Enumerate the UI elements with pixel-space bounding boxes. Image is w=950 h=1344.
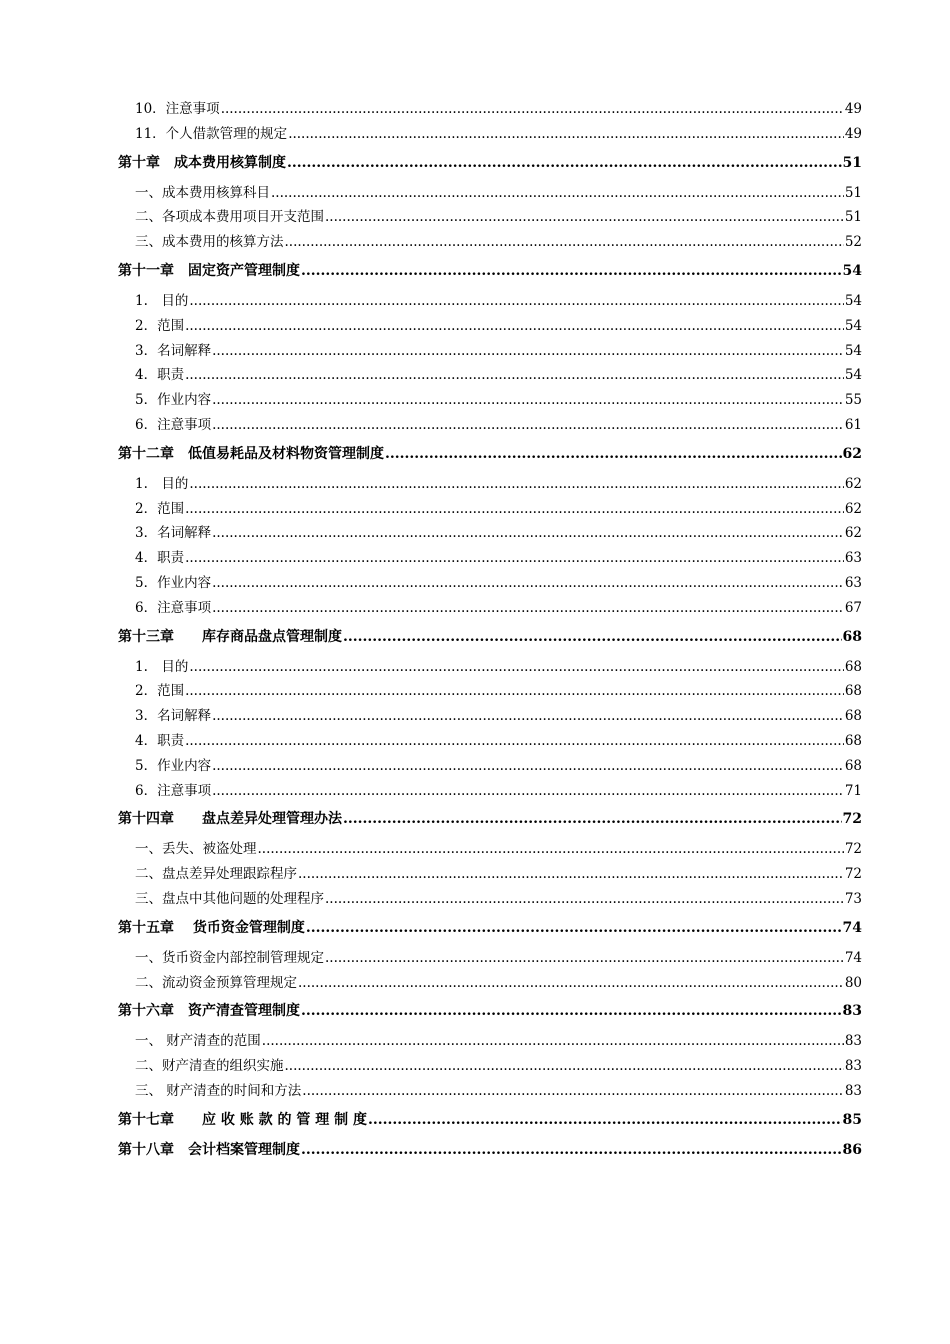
toc-section-entry[interactable] xyxy=(118,546,862,571)
toc-entry-page-number: 68 xyxy=(844,708,862,725)
toc-entry-title: 一、丢失、被盗处理 xyxy=(135,841,257,858)
toc-entry-title: 一、货币资金内部控制管理规定 xyxy=(135,949,324,966)
toc-dot-leader xyxy=(189,655,843,680)
toc-dot-leader xyxy=(185,546,844,571)
toc-entry-title: 三、盘点中其他问题的处理程序 xyxy=(135,890,324,907)
toc-entry-title: 4．职责 xyxy=(135,367,185,384)
toc-section-entry[interactable] xyxy=(118,729,862,754)
toc-entry-title: 11．个人借款管理的规定 xyxy=(135,125,288,142)
toc-entry-page-number: 67 xyxy=(844,599,862,616)
toc-entry-page-number: 68 xyxy=(844,683,862,700)
toc-dot-leader xyxy=(285,1054,844,1079)
toc-entry-page-number: 62 xyxy=(844,525,862,542)
toc-entry-title: 二、财产清查的组织实施 xyxy=(135,1058,284,1075)
toc-entry-title: 第十章 成本费用核算制度 xyxy=(118,154,286,171)
toc-entry-page-number: 54 xyxy=(844,367,862,384)
toc-section-entry[interactable] xyxy=(118,363,862,388)
toc-entry-page-number: 49 xyxy=(844,125,862,142)
toc-section-entry[interactable] xyxy=(118,1079,862,1104)
toc-entry-page-number: 68 xyxy=(844,658,862,675)
toc-dot-leader xyxy=(325,946,844,971)
toc-entry-title: 1. 目的 xyxy=(135,658,189,675)
toc-entry-page-number: 55 xyxy=(844,392,862,409)
toc-chapter-entry[interactable] xyxy=(118,807,862,831)
toc-section-entry[interactable] xyxy=(118,314,862,339)
toc-entry-page-number: 62 xyxy=(842,445,862,462)
toc-chapter-entry[interactable] xyxy=(118,999,862,1023)
toc-entry-title: 二、各项成本费用项目开支范围 xyxy=(135,209,324,226)
toc-entry-page-number: 74 xyxy=(842,919,862,936)
toc-section-entry[interactable] xyxy=(118,971,862,996)
toc-entry-page-number: 51 xyxy=(842,154,862,171)
toc-entry-title: 一、成本费用核算科目 xyxy=(135,184,270,201)
toc-entry-page-number: 72 xyxy=(842,811,862,828)
toc-dot-leader xyxy=(301,259,842,283)
toc-entry-page-number: 73 xyxy=(844,890,862,907)
toc-dot-leader xyxy=(288,122,844,147)
toc-entry-title: 4．职责 xyxy=(135,732,185,749)
toc-section-entry[interactable] xyxy=(118,596,862,621)
toc-entry-page-number: 83 xyxy=(844,1082,862,1099)
toc-dot-leader xyxy=(212,754,844,779)
toc-chapter-entry[interactable] xyxy=(118,442,862,466)
toc-entry-title: 一、 财产清查的范围 xyxy=(135,1033,261,1050)
toc-dot-leader xyxy=(325,205,844,230)
toc-entry-page-number: 63 xyxy=(844,550,862,567)
toc-dot-leader xyxy=(212,339,844,364)
toc-section-entry[interactable] xyxy=(118,704,862,729)
toc-chapter-entry[interactable] xyxy=(118,1138,862,1162)
toc-dot-leader xyxy=(298,971,844,996)
toc-entry-page-number: 62 xyxy=(844,475,862,492)
toc-entry-title: 二、盘点差异处理跟踪程序 xyxy=(135,866,297,883)
toc-entry-title: 第十七章 应 收 账 款 的 管 理 制 度 xyxy=(118,1111,367,1128)
toc-entry-title: 3．名词解释 xyxy=(135,708,212,725)
toc-section-entry[interactable] xyxy=(118,413,862,438)
toc-dot-leader xyxy=(368,1108,842,1132)
toc-dot-leader xyxy=(287,151,842,175)
toc-entry-title: 6．注意事项 xyxy=(135,416,212,433)
toc-entry-title: 4．职责 xyxy=(135,550,185,567)
toc-section-entry[interactable] xyxy=(118,472,862,497)
toc-section-entry[interactable] xyxy=(118,754,862,779)
toc-entry-title: 二、流动资金预算管理规定 xyxy=(135,974,297,991)
toc-dot-leader xyxy=(185,679,844,704)
toc-section-entry[interactable] xyxy=(118,1054,862,1079)
toc-section-entry[interactable] xyxy=(118,97,862,122)
toc-entry-title: 2．范围 xyxy=(135,683,185,700)
toc-dot-leader xyxy=(325,887,844,912)
toc-dot-leader xyxy=(271,181,844,206)
toc-entry-page-number: 80 xyxy=(844,974,862,991)
toc-entry-page-number: 54 xyxy=(844,292,862,309)
toc-dot-leader xyxy=(185,729,844,754)
toc-entry-page-number: 51 xyxy=(844,184,862,201)
toc-entry-page-number: 61 xyxy=(844,416,862,433)
toc-entry-page-number: 68 xyxy=(844,757,862,774)
toc-chapter-entry[interactable] xyxy=(118,151,862,175)
toc-dot-leader xyxy=(212,413,844,438)
toc-entry-page-number: 83 xyxy=(844,1058,862,1075)
toc-chapter-entry[interactable] xyxy=(118,259,862,283)
toc-dot-leader xyxy=(262,1029,844,1054)
toc-dot-leader xyxy=(343,625,842,649)
toc-entry-title: 第十一章 固定资产管理制度 xyxy=(118,262,300,279)
toc-entry-page-number: 51 xyxy=(844,209,862,226)
toc-dot-leader xyxy=(306,916,842,940)
toc-entry-page-number: 54 xyxy=(844,342,862,359)
toc-chapter-entry[interactable] xyxy=(118,916,862,940)
toc-section-entry[interactable] xyxy=(118,1029,862,1054)
toc-dot-leader xyxy=(298,862,844,887)
toc-section-entry[interactable] xyxy=(118,571,862,596)
toc-dot-leader xyxy=(301,999,842,1023)
toc-entry-title: 第十三章 库存商品盘点管理制度 xyxy=(118,628,342,645)
toc-chapter-entry[interactable] xyxy=(118,1108,862,1132)
toc-dot-leader xyxy=(212,388,844,413)
toc-dot-leader xyxy=(343,807,842,831)
toc-entry-title: 6．注意事项 xyxy=(135,782,212,799)
toc-entry-title: 5．作业内容 xyxy=(135,574,212,591)
toc-section-entry[interactable] xyxy=(118,521,862,546)
toc-dot-leader xyxy=(385,442,842,466)
toc-section-entry[interactable] xyxy=(118,181,862,206)
toc-dot-leader xyxy=(212,596,844,621)
toc-section-entry[interactable] xyxy=(118,388,862,413)
toc-dot-leader xyxy=(189,289,843,314)
toc-section-entry[interactable] xyxy=(118,779,862,804)
toc-section-entry[interactable] xyxy=(118,230,862,255)
toc-dot-leader xyxy=(189,472,843,497)
toc-entry-page-number: 83 xyxy=(842,1003,862,1020)
toc-entry-page-number: 62 xyxy=(844,500,862,517)
toc-section-entry[interactable] xyxy=(118,289,862,314)
toc-dot-leader xyxy=(302,1079,844,1104)
toc-entry-page-number: 71 xyxy=(844,782,862,799)
toc-entry-title: 3．名词解释 xyxy=(135,525,212,542)
toc-section-entry[interactable] xyxy=(118,679,862,704)
toc-entry-title: 第十四章 盘点差异处理管理办法 xyxy=(118,811,342,828)
toc-entry-page-number: 74 xyxy=(844,949,862,966)
table-of-contents xyxy=(118,97,862,1168)
toc-chapter-entry[interactable] xyxy=(118,625,862,649)
toc-entry-page-number: 83 xyxy=(844,1033,862,1050)
toc-dot-leader xyxy=(301,1138,842,1162)
toc-dot-leader xyxy=(185,363,844,388)
toc-entry-title: 三、成本费用的核算方法 xyxy=(135,234,284,251)
toc-dot-leader xyxy=(185,314,844,339)
toc-entry-title: 第十六章 资产清查管理制度 xyxy=(118,1003,300,1020)
toc-entry-title: 2．范围 xyxy=(135,500,185,517)
toc-entry-title: 3．名词解释 xyxy=(135,342,212,359)
toc-dot-leader xyxy=(221,97,844,122)
toc-entry-page-number: 72 xyxy=(844,866,862,883)
toc-section-entry[interactable] xyxy=(118,122,862,147)
toc-dot-leader xyxy=(285,230,844,255)
toc-entry-page-number: 68 xyxy=(844,732,862,749)
toc-entry-page-number: 86 xyxy=(842,1141,862,1158)
toc-entry-page-number: 49 xyxy=(844,101,862,117)
toc-section-entry[interactable] xyxy=(118,862,862,887)
toc-section-entry[interactable] xyxy=(118,946,862,971)
toc-dot-leader xyxy=(212,704,844,729)
toc-entry-title: 第十八章 会计档案管理制度 xyxy=(118,1141,300,1158)
toc-dot-leader xyxy=(185,497,844,522)
toc-entry-page-number: 72 xyxy=(844,841,862,858)
toc-entry-page-number: 85 xyxy=(842,1111,862,1128)
toc-section-entry[interactable] xyxy=(118,205,862,230)
toc-entry-page-number: 68 xyxy=(842,628,862,645)
toc-entry-title: 2．范围 xyxy=(135,317,185,334)
toc-entry-page-number: 63 xyxy=(844,574,862,591)
toc-dot-leader xyxy=(258,837,844,862)
toc-section-entry[interactable] xyxy=(118,655,862,680)
toc-entry-page-number: 52 xyxy=(844,234,862,251)
toc-section-entry[interactable] xyxy=(118,497,862,522)
toc-section-entry[interactable] xyxy=(118,837,862,862)
toc-entry-title: 10．注意事项 xyxy=(135,101,220,117)
toc-entry-title: 5．作业内容 xyxy=(135,392,212,409)
toc-entry-title: 1. 目的 xyxy=(135,292,189,309)
toc-section-entry[interactable] xyxy=(118,887,862,912)
toc-entry-title: 第十五章 货币资金管理制度 xyxy=(118,919,305,936)
toc-dot-leader xyxy=(212,571,844,596)
toc-dot-leader xyxy=(212,779,844,804)
toc-section-entry[interactable] xyxy=(118,339,862,364)
toc-entry-title: 1. 目的 xyxy=(135,475,189,492)
toc-entry-page-number: 54 xyxy=(842,262,862,279)
toc-entry-title: 三、 财产清查的时间和方法 xyxy=(135,1082,302,1099)
toc-entry-title: 5．作业内容 xyxy=(135,757,212,774)
toc-entry-title: 第十二章 低值易耗品及材料物资管理制度 xyxy=(118,445,384,462)
toc-entry-page-number: 54 xyxy=(844,317,862,334)
toc-entry-title: 6．注意事项 xyxy=(135,599,212,616)
toc-dot-leader xyxy=(212,521,844,546)
